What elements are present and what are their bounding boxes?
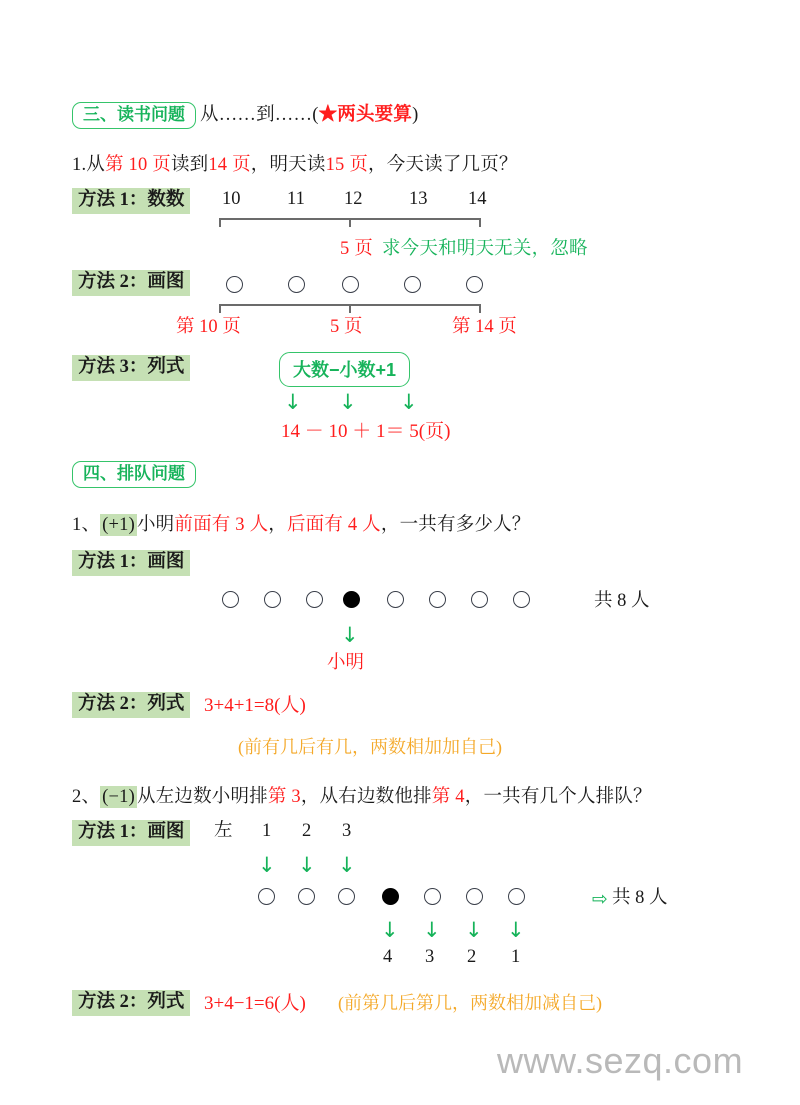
s4q2-method-2-label-wrap xyxy=(72,990,190,1016)
s4q2-total-text: 共 8 人 xyxy=(612,888,668,908)
q1-part-3: 14 页 xyxy=(208,155,251,175)
s4q2-bottom-number: 1 xyxy=(511,947,521,967)
s4q2-part-5: ，一共有几个人排队？ xyxy=(464,787,652,807)
arrow-down-icon: ↓ xyxy=(258,853,276,877)
arrow-down-icon: ↓ xyxy=(423,918,441,942)
s3-method-1-caption-green: 求今天和明天无关，忽略 xyxy=(381,239,588,259)
s4q2-equation: 3+4−1=6(人) xyxy=(204,993,306,1014)
s4q2-part-2: 第 3 xyxy=(267,787,301,807)
numberline-tick-10: 10 xyxy=(222,189,241,209)
s3-method-3-label-wrap xyxy=(72,355,190,381)
circle-item-highlighted xyxy=(382,888,399,905)
arrow-down-icon: ↓ xyxy=(400,390,418,414)
s4q2-bottom-number: 2 xyxy=(467,947,477,967)
circle-item xyxy=(338,888,355,905)
q1-part-4: ，明天读 xyxy=(250,155,326,175)
s4q1-method-1-label: 方法 1：画图 xyxy=(72,550,190,576)
s4q1-total-text: 共 8 人 xyxy=(594,591,650,611)
section-3-header-row xyxy=(72,100,418,129)
s3-method-1-label: 方法 1：数数 xyxy=(72,188,190,214)
s4q2-method-1-label-wrap xyxy=(72,820,190,846)
s4q1-person-label: 小明 xyxy=(327,653,365,673)
watermark: www.sezq.com xyxy=(497,1040,744,1081)
numberline-tick-11: 11 xyxy=(287,189,305,209)
arrow-down-icon: ↓ xyxy=(284,390,302,414)
s4q2-tag: (−1) xyxy=(102,787,135,807)
section-3-title-text-a: 从……到……( xyxy=(200,105,319,125)
s4q1-method-1-label-wrap xyxy=(72,550,190,576)
s4q2-bottom-number: 4 xyxy=(383,947,393,967)
arrow-down-icon: ↓ xyxy=(298,853,316,877)
q1-part-5: 15 页 xyxy=(325,155,369,175)
s4q1-part-1: 小明 xyxy=(136,515,175,535)
s3-method-3-label: 方法 3：列式 xyxy=(72,355,190,381)
s4q2-part-1: 从左边数小明排 xyxy=(136,787,268,807)
s4q2-num: 2、 xyxy=(72,787,101,807)
s4q1-part-4: 后面有 4 人 xyxy=(286,515,381,535)
s4q1-num: 1、 xyxy=(72,515,101,535)
section-4-question-2 xyxy=(72,782,652,808)
numberline-bracket xyxy=(219,218,481,228)
s4q2-method-1-label: 方法 1：画图 xyxy=(72,820,190,846)
circle-item xyxy=(306,591,323,608)
section-3-title-star: ★两头要算 xyxy=(318,105,413,125)
s4q1-part-5: ，一共有多少人？ xyxy=(380,515,531,535)
s4q2-top-number: 1 xyxy=(262,821,272,841)
circle-item xyxy=(513,591,530,608)
s4q1-method-2-label: 方法 2：列式 xyxy=(72,692,190,718)
numberline-tick-12: 12 xyxy=(344,189,363,209)
q1-part-6: ，今天读了几页？ xyxy=(368,155,518,175)
section-4-header-row xyxy=(72,461,196,488)
s4q2-part-4: 第 4 xyxy=(431,787,465,807)
s4q1-part-2: 前面有 3 人 xyxy=(174,515,269,535)
numberline-tick-13: 13 xyxy=(409,189,428,209)
s3-method-2-bracket xyxy=(219,304,481,314)
circle-item-highlighted xyxy=(343,591,360,608)
arrow-down-icon: ↓ xyxy=(381,918,399,942)
section-3-question-1 xyxy=(72,150,518,176)
circle-item xyxy=(466,888,483,905)
s4q1-part-3: ， xyxy=(268,515,287,535)
s3-method-3-equation: 14 － 10 ＋ 1＝ 5(页) xyxy=(281,421,451,442)
circle-item xyxy=(466,276,483,293)
s3-method-1-caption xyxy=(340,234,588,260)
circle-item xyxy=(222,591,239,608)
circle-item xyxy=(264,591,281,608)
circle-item xyxy=(471,591,488,608)
section-3-title-text-b: ) xyxy=(412,105,419,125)
s4q1-equation: 3+4+1=8(人) xyxy=(204,695,306,716)
arrow-down-icon: ↓ xyxy=(507,918,525,942)
circle-item xyxy=(226,276,243,293)
circle-item xyxy=(288,276,305,293)
circle-item xyxy=(387,591,404,608)
circle-item xyxy=(342,276,359,293)
circle-item xyxy=(424,888,441,905)
s3-formula-pill: 大数−小数+1 xyxy=(279,352,410,387)
s4q2-bottom-number: 3 xyxy=(425,947,435,967)
s4q1-note: (前有几后有几，两数相加加自己) xyxy=(238,737,502,757)
section-4-pill: 四、排队问题 xyxy=(72,461,196,488)
circle-item xyxy=(429,591,446,608)
s3-m2-label-end: 第 14 页 xyxy=(452,317,517,337)
s3-method-2-label: 方法 2：画图 xyxy=(72,270,190,296)
section-4-question-1 xyxy=(72,510,531,536)
s4q2-top-number: 2 xyxy=(302,821,312,841)
s3-m2-label-start: 第 10 页 xyxy=(176,317,241,337)
s3-method-2-label-wrap xyxy=(72,270,190,296)
circle-item xyxy=(258,888,275,905)
numberline-tick-14: 14 xyxy=(468,189,487,209)
s4q1-tag: (+1) xyxy=(102,515,135,535)
s3-method-1-caption-red: 5 页 xyxy=(340,239,373,259)
arrow-down-icon: ↓ xyxy=(341,623,359,647)
s3-method-1-label-wrap xyxy=(72,188,190,214)
q1-part-1: 第 10 页 xyxy=(104,155,171,175)
s4q1-method-2-label-wrap xyxy=(72,692,190,718)
arrow-down-icon: ↓ xyxy=(465,918,483,942)
circle-item xyxy=(508,888,525,905)
s4q2-note: (前第几后第几，两数相加减自己) xyxy=(338,993,602,1013)
section-3-pill: 三、读书问题 xyxy=(72,102,196,129)
arrow-right-icon: ⇨ xyxy=(592,888,608,910)
arrow-down-icon: ↓ xyxy=(338,853,356,877)
q1-part-2: 读到 xyxy=(170,155,209,175)
s3-formula-pill-wrap xyxy=(279,352,410,387)
s4q2-top-number: 3 xyxy=(342,821,352,841)
q1-num: 1.从 xyxy=(72,155,105,175)
circle-item xyxy=(298,888,315,905)
s4q2-part-3: ，从右边数他排 xyxy=(300,787,432,807)
s4q2-method-2-label: 方法 2：列式 xyxy=(72,990,190,1016)
circle-item xyxy=(404,276,421,293)
s4q2-left-word: 左 xyxy=(214,821,233,841)
s3-m2-label-middle: 5 页 xyxy=(330,317,363,337)
arrow-down-icon: ↓ xyxy=(339,390,357,414)
